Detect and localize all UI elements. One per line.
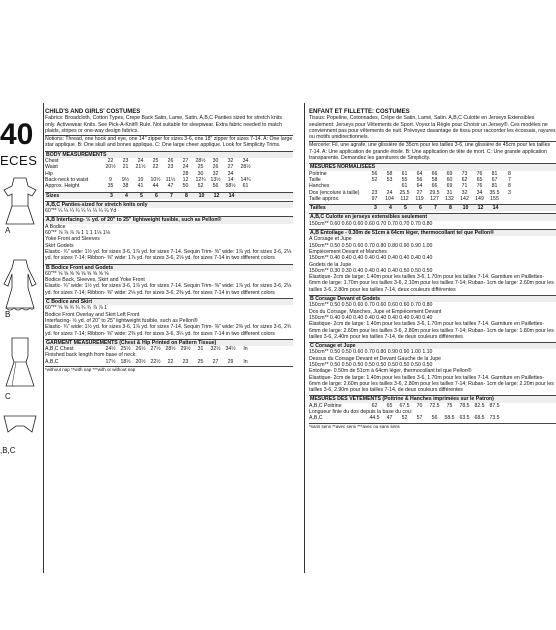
measure-value: 34: [476, 189, 483, 196]
view-c-label: C: [5, 392, 11, 401]
measure-value: In: [243, 346, 248, 353]
measure-value: 60: [446, 176, 453, 183]
measure-value: 28½: [240, 164, 251, 171]
view-b-sketch: [2, 258, 38, 314]
measure-value: 17½: [105, 358, 116, 365]
yardage-line: 150cm** 0.50 0.50 0.60 0.70 0.60 0.60 0.60 0.70 0.80: [309, 302, 433, 309]
divider-middle: [304, 103, 305, 573]
measure-value: 29: [227, 358, 234, 365]
view-c-sketch: [2, 336, 38, 392]
measure-value: In: [243, 358, 248, 365]
yardage-line: Empiècement Devant et Manches: [309, 248, 387, 255]
yardage-section-title: C Corsage et Jupe: [309, 342, 556, 349]
size-value: 8: [449, 205, 452, 212]
yardage-line: 150cm** 0.40 0.40 0.40 0.40 0.40 0.40 0.40 0.40 0.40: [309, 314, 433, 321]
size-value: 3: [374, 205, 377, 212]
size-value: 12: [213, 192, 220, 199]
measure-value: 31: [446, 189, 453, 196]
measure-value: 38: [122, 183, 129, 190]
measure-label: Chest: [45, 158, 59, 165]
measure-label: A,B,C: [45, 358, 59, 365]
measure-value: 73.5: [489, 415, 500, 422]
measure-value: 52: [401, 415, 408, 422]
size-value: 10: [462, 205, 469, 212]
divider-left: [43, 103, 44, 573]
english-sizes-row: Sizes 3 4 5 6 7 8 10 12 14: [45, 192, 293, 199]
yardage-section-title: B Bodice Front and Godets: [45, 264, 293, 271]
measure-row: [45, 183, 293, 189]
measure-value: 30: [197, 170, 204, 177]
measure-value: 58½: [225, 183, 236, 190]
measure-value: 28½: [165, 346, 176, 353]
yardage-line: Élastique- 2cm de large: 1.40m pour les tailles 3-6, 1.70m pour les tailles 7-14. Garniture en Paillettes- 6mm de large: 2.60m pour les tailles 3-6, 2.80m pour les tailles 7-14; Ruban- 1cm de large: 2.20m pour les tailles 3-6, 2.90m pour les tailles 7-14, de deux couleurs différentes: [309, 374, 554, 394]
view-b-label: B: [5, 310, 11, 319]
measure-value: 24: [137, 158, 144, 165]
measure-value: 73: [461, 170, 468, 177]
size-value: 10: [198, 192, 205, 199]
size-value: 3: [110, 192, 113, 199]
measure-value: 12¾: [195, 176, 206, 183]
measure-value: 24: [182, 164, 189, 171]
measure-value: 57: [416, 415, 423, 422]
measure-value: 81: [491, 183, 498, 190]
measure-value: 69: [446, 170, 453, 177]
french-sections: [309, 213, 556, 393]
measure-value: 63.5: [459, 415, 470, 422]
measure-value: 9: [109, 176, 112, 183]
yardage-line: Dos du Corsage, Manches, Jupe et Empiècement Devant: [309, 308, 442, 315]
english-body-title: BODY MEASUREMENTS: [45, 151, 293, 158]
french-column: [309, 108, 556, 430]
size-value: 6: [155, 192, 158, 199]
measure-value: 25: [152, 158, 159, 165]
french-body-table: [309, 171, 556, 202]
measure-value: 142: [460, 195, 469, 202]
measure-value: 149: [475, 195, 484, 202]
measure-value: 68.5: [474, 415, 485, 422]
measure-value: 64: [416, 183, 423, 190]
measure-value: 28½: [195, 158, 206, 165]
yardage-line: Skirt Godets: [45, 242, 74, 249]
size-value: 5: [140, 192, 143, 199]
yardage-line: 150cm** 0.40 0.40 0.40 0.40 0.40 0.40 0.40 0.40 0.40: [309, 255, 433, 262]
yardage-line: Elastic- ¾" wide: 1½ yd. for sizes 3-6, 1⅞ yd. for sizes 7-14. Sequin Trim- ⅜" wide: 1⅞ yd. for sizes 3-6, 2⅛ yd. for sizes 7-14; Ribbon- ⅜" wide: 2⅛ yd. for sizes 3-6, 2⅜ yd. for sizes 7-14 in two different colors: [45, 283, 292, 296]
measure-value: 58: [431, 176, 438, 183]
measure-value: 76: [476, 170, 483, 177]
yardage-line: 150cm** 0.50 0.50 0.60 0.70 0.80 0.80 0.90 0.90 1.00: [309, 242, 433, 249]
measure-value: 132: [445, 195, 454, 202]
measure-value: 18½: [120, 358, 131, 365]
yardage-line: Bodice Front Overlay and Skirt Left Front: [45, 311, 140, 318]
measure-value: 67.5: [399, 402, 410, 409]
measure-value: 29½: [180, 346, 191, 353]
measure-value: 70: [416, 402, 423, 409]
measure-value: 35: [107, 183, 114, 190]
measure-value: 155: [490, 195, 499, 202]
measure-value: 69: [446, 183, 453, 190]
measure-value: 65: [476, 176, 483, 183]
measure-value: 78.5: [459, 402, 470, 409]
yardage-line: 150cm** 0.60 0.60 0.60 0.60 0.70 0.70 0.70 0.70 0.80: [309, 220, 433, 227]
measure-value: 8: [508, 183, 511, 190]
yardage-line: 60"** ⅞ ⅞ ⅞ ⅞ 1 1 1 1⅛ 1⅛: [45, 230, 111, 237]
measure-value: 21½: [135, 164, 146, 171]
measure-value: 25½: [120, 346, 131, 353]
measure-value: 23: [371, 189, 378, 196]
measure-value: 29.5: [429, 189, 440, 196]
measure-value: 11½: [165, 176, 176, 183]
measure-value: 22: [167, 358, 174, 365]
measure-value: 25: [197, 358, 204, 365]
english-notions: Notions: Thread, one hook and eye, one 14" zipper for sizes 3-6, one 18" zipper for sizes 7-14. A: One large star applique. B: One skull and bones applique. C: One large cheer applique. Look for Simplicity Trims.: [45, 136, 293, 149]
yardage-line: Elastic- ¾" wide: 1½ yd. for sizes 3-6, 1⅞ yd. for sizes 7-14. Sequin Trim- ⅜" wide: 1⅞ yd. for sizes 3-6, 2⅛ yd. for sizes 7-14; Ribbon- ⅜" wide: 1⅞ yd. for sizes 3-6, 2⅛ yd. for sizes 7-14 in two different colors: [45, 248, 292, 262]
size-value: 4: [125, 192, 128, 199]
measure-value: 66: [431, 170, 438, 177]
size-value: 4: [389, 205, 392, 212]
size-value: 7: [170, 192, 173, 199]
french-garment-table: [309, 403, 556, 422]
measure-value: 64: [416, 170, 423, 177]
measure-label: A,B,C Chest: [45, 346, 74, 353]
yardage-line: Bodice Back, Sleeves, Skirt and Yoke Front: [45, 277, 145, 284]
pattern-number: 40: [0, 118, 34, 151]
measure-value: 56: [431, 415, 438, 422]
english-title: CHILD'S AND GIRLS' COSTUMES: [45, 109, 141, 115]
size-value: [503, 205, 518, 211]
yardage-line: Dessus du Corsage Devant et Devant Gauche de la Jupe: [309, 355, 442, 362]
yardage-section-title: B Corsage Devant et Godets: [309, 295, 556, 302]
measure-value: 12: [182, 176, 189, 183]
size-value: 6: [419, 205, 422, 212]
measure-label: Dos (encolure à taille): [309, 189, 360, 196]
measure-value: 112: [400, 195, 409, 202]
measure-value: 25.5: [399, 189, 410, 196]
yardage-line: Godets de la Jupe: [309, 261, 352, 268]
measure-value: 72.5: [429, 402, 440, 409]
pieces-label: ECES: [0, 153, 38, 168]
measure-value: 52: [371, 176, 378, 183]
measure-value: 71: [461, 183, 468, 190]
measure-value: 27: [212, 358, 219, 365]
measure-value: 14: [227, 176, 234, 183]
measure-value: 26½: [135, 346, 146, 353]
measure-value: 58.5: [444, 415, 455, 422]
yardage-line: 150cm** 0.50 0.50 0.50 0.50 0.50 0.50 0.50 0.50 0.50: [309, 361, 433, 368]
french-title: ENFANT ET FILLETTE: COSTUMES: [309, 109, 410, 115]
yardage-section-title: C Bodice and Skirt: [45, 298, 293, 305]
measure-value: 53: [386, 176, 393, 183]
measure-value: 28: [182, 170, 189, 177]
yardage-line: 60"** ¼ ¼ ¼ ¼ ¼ ¼ ¼ ¼ ¼ Yd: [45, 208, 117, 215]
measure-value: 10½: [150, 176, 161, 183]
english-sections: [45, 201, 293, 337]
measure-value: 65: [386, 402, 393, 409]
measure-value: 55: [401, 176, 408, 183]
measure-value: 26: [212, 164, 219, 171]
english-garment-title: GARMENT MEASUREMENTS (Chest & Hip Printed on Pattern Tissue): [45, 339, 293, 346]
measure-value: 50: [182, 183, 189, 190]
measure-value: 23: [182, 358, 189, 365]
measure-value: 56: [212, 183, 219, 190]
measure-value: 87.5: [489, 402, 500, 409]
french-garment-title: MESURES DES VÊTEMENTS (Poitrine & Hanches imprimées sur le Patron): [309, 395, 556, 402]
measure-label: Longueur finie du dos depuis la base du cou:: [309, 409, 413, 416]
measure-value: 24½: [105, 346, 116, 353]
yardage-line: Élastique- 2cm de large: 1.40m pour les tailles 3-6, 1.70m pour les tailles 7-14. Garniture en Paillettes- 6mm de large: 1.70m pour les tailles 3-6, 2.10m pour les tailles 7-14; Ruban- 1cm de large: 2.60m pour les tailles 3-6, 2.80m pour les tailles 7-14, deux couleurs différentes: [309, 274, 554, 293]
measure-value: 27: [227, 164, 234, 171]
measure-row: [309, 196, 556, 202]
size-value: 5: [404, 205, 407, 212]
measure-value: 58: [386, 170, 393, 177]
measure-value: 14¾: [240, 176, 251, 183]
measure-value: 34½: [225, 346, 236, 353]
measure-label: Taille: [309, 176, 321, 183]
measure-value: 24: [386, 189, 393, 196]
measure-value: 23: [167, 164, 174, 171]
yardage-line: Entoilage- 0.50m de 51cm à 64cm léger, thermocollant tel que Pellon®: [309, 368, 472, 375]
yardage-section-title: A,B,C Panties-sized for stretch knits only: [45, 201, 293, 208]
yardage-line: Elastic- ¾" wide: 1½ yd. for sizes 3-6, 1⅞ yd. for sizes 7-14. Sequin Trim- ⅜" wide: 2⅜ yd. for sizes 3-6, 2¾ yd. for sizes 7-14; Ribbon- ⅜" wide: 2⅜ yd. for sizes 3-6, 3¼ yd. for sizes 7-14 in two different colors: [45, 324, 292, 337]
measure-value: 97: [371, 195, 378, 202]
measure-value: 27: [182, 158, 189, 165]
measure-value: 23: [122, 158, 129, 165]
measure-value: 13½: [210, 176, 221, 183]
measure-label: Back-neck to waist: [45, 176, 89, 183]
yardage-line: Interfacing- ½ yd. of 20" to 25" lightweight fusible, such as Pellon®: [45, 317, 198, 324]
english-fabrics: Fabrics: Broadcloth, Cotton Types, Crepe Back Satin, Lame, Satin. A,B,C Panties sized for stretch knits only. Activewear Knits. See Pick-A-Knit® Rule. Not suitable for sleepwear. Extra fabric needed to match plaids, stripes or one-way design fabrics.: [45, 115, 282, 134]
yardage-line: Élastique- 2cm de large: 1.40m pour les tailles 3-6, 1.70m pour les tailles 7-14. Garniture en Paillettes- 6mm de large: 2.60m pour les tailles 3-6, 2.80m pour les tailles 7-14; Ruban- 1cm de large: 1.80m pour les tailles 3-6, 2.40m pour les tailles 7-14, de deux couleurs différentes: [309, 321, 554, 340]
measure-value: 31: [197, 346, 204, 353]
yardage-line: 150cm** 0.50 0.50 0.60 0.70 0.80 0.90 0.90 1.00 1.10: [309, 349, 433, 356]
measure-value: 56: [416, 176, 423, 183]
size-value: 8: [185, 192, 188, 199]
measure-value: 22½: [150, 358, 161, 365]
view-a-label: A: [5, 226, 11, 235]
measure-value: 34: [227, 170, 234, 177]
measure-value: [502, 415, 517, 421]
measure-value: 10: [137, 176, 144, 183]
yardage-section-title: A,B,C Culotte en jerseys extensibles seulement: [309, 213, 556, 220]
measure-value: 27: [416, 189, 423, 196]
measure-value: 62: [461, 176, 468, 183]
measure-value: 75: [446, 402, 453, 409]
size-value: 12: [477, 205, 484, 212]
measure-value: 7: [508, 176, 511, 183]
measure-value: 81: [491, 170, 498, 177]
yardage-line: 60"** ⅝ ⅝ ¾ ¾ ¾ ¾ ⅞ ⅞ 1: [45, 305, 108, 312]
panties-sketch: [2, 414, 38, 436]
measure-value: 32: [461, 189, 468, 196]
measure-value: 22: [107, 158, 114, 165]
measure-label: Waist: [45, 164, 58, 171]
french-sizes-row: Tailles 3 4 5 6 7 8 10 12 14: [309, 204, 556, 211]
measure-value: 32: [212, 170, 219, 177]
yardage-line: A Corsage et Jupe: [309, 236, 352, 243]
measure-row: [45, 359, 293, 365]
measure-label: Taille approx.: [309, 195, 340, 202]
french-fabrics: Tissus: Popeline, Cotonnades, Crêpe de Satin, Lamé, Satin. A,B,C Culotte en Jerseys Extensibles seulement: Jerseys pour Vêtements de Sport. Voyez la Règle pour Choisir un Jersey®. Ces modèles ne conviennent pas pour vêtements de nuit. Prévoyez davantage de tissu pour raccorder les écossais, rayures ou motifs unidirectionnels.: [309, 115, 556, 141]
measure-value: 32½: [210, 346, 221, 353]
english-garment-table: [45, 346, 293, 365]
measure-value: 8: [508, 170, 511, 177]
yardage-line: 150cm** 0.30 0.30 0.40 0.40 0.40 0.40 0.50 0.50 0.50: [309, 267, 433, 274]
measure-label: A,B,C Poitrine: [309, 402, 342, 409]
measure-label: Poitrine: [309, 170, 327, 177]
english-footnote: *without nap **with nap ***with or without nap: [45, 366, 136, 372]
french-body-title: MESURES NORMALISÉES: [309, 163, 556, 170]
measure-value: 82.5: [474, 402, 485, 409]
yardage-section-title: A,B Interfacing- ½ yd. of 20" to 25" lightweight fusible, such as Pellon®: [45, 216, 293, 223]
measure-value: [502, 196, 517, 202]
measure-value: 22: [152, 164, 159, 171]
measure-value: 32: [227, 158, 234, 165]
size-value: [239, 193, 254, 199]
measure-value: 34: [242, 158, 249, 165]
english-body-table: [45, 158, 293, 189]
measure-value: 3: [508, 189, 511, 196]
measure-value: 20½: [135, 358, 146, 365]
measure-row: [309, 415, 556, 421]
yardage-line: Yoke Front and Sleeves: [45, 236, 100, 243]
measure-value: 9½: [121, 176, 130, 183]
english-column: [45, 108, 293, 373]
measure-value: 56: [371, 170, 378, 177]
measure-value: 41: [137, 183, 144, 190]
french-notions: Mercerie: Fil, une agrafe, une glissière de 35cm pour les tailles 3-6, une glissière de 45cm pour les tailles 7-14. A: Une application de grande étoile. B: Une application de tête de mort. C: Une grande application transparente. Demandez les garnitures de Simplicity.: [309, 142, 551, 162]
measure-value: 52: [197, 183, 204, 190]
measure-value: 61: [242, 183, 249, 190]
size-value: 14: [228, 192, 235, 199]
measure-value: 66: [431, 183, 438, 190]
view-panties-label: ,B,C: [0, 446, 16, 455]
yardage-section-title: A,B Entoilage - 0.30m de 51cm à 64cm léger, thermocollant tel que Pellon®: [309, 229, 556, 236]
measure-value: 26: [167, 158, 174, 165]
measure-value: 104: [385, 195, 394, 202]
measure-label: Hanches: [309, 183, 330, 190]
measure-value: 62: [371, 402, 378, 409]
measure-value: 27½: [150, 346, 161, 353]
measure-value: 20½: [105, 164, 116, 171]
measure-value: 35.5: [489, 189, 500, 196]
measure-value: 67: [491, 176, 498, 183]
size-value: 7: [434, 205, 437, 212]
measure-label: Approx. Height: [45, 183, 80, 190]
measure-value: 76: [476, 183, 483, 190]
measure-value: 47: [386, 415, 393, 422]
measure-label: Finished back length from base of neck:: [45, 352, 137, 359]
measure-value: 119: [415, 195, 424, 202]
size-value: 14: [492, 205, 499, 212]
measure-label: Hip: [45, 170, 53, 177]
measure-value: 21: [122, 164, 129, 171]
measure-value: 61: [401, 170, 408, 177]
yardage-line: 60"** ⅝ ⅝ ⅝ ⅝ ⅝ ⅝ ⅝ ⅝ ⅝: [45, 270, 109, 277]
measure-value: [253, 183, 268, 189]
measure-value: 61: [401, 183, 408, 190]
french-footnote: *sans sens **avec sens ***avec ou sans sens: [309, 423, 400, 429]
measure-value: 44: [152, 183, 159, 190]
measure-value: 127: [430, 195, 439, 202]
view-a-sketch: [2, 176, 38, 226]
measure-value: 44.5: [369, 415, 380, 422]
measure-label: A,B,C: [309, 415, 323, 422]
measure-value: 47: [167, 183, 174, 190]
measure-value: 30: [212, 158, 219, 165]
measure-value: 25: [197, 164, 204, 171]
yardage-line: A Bodice: [45, 223, 66, 230]
